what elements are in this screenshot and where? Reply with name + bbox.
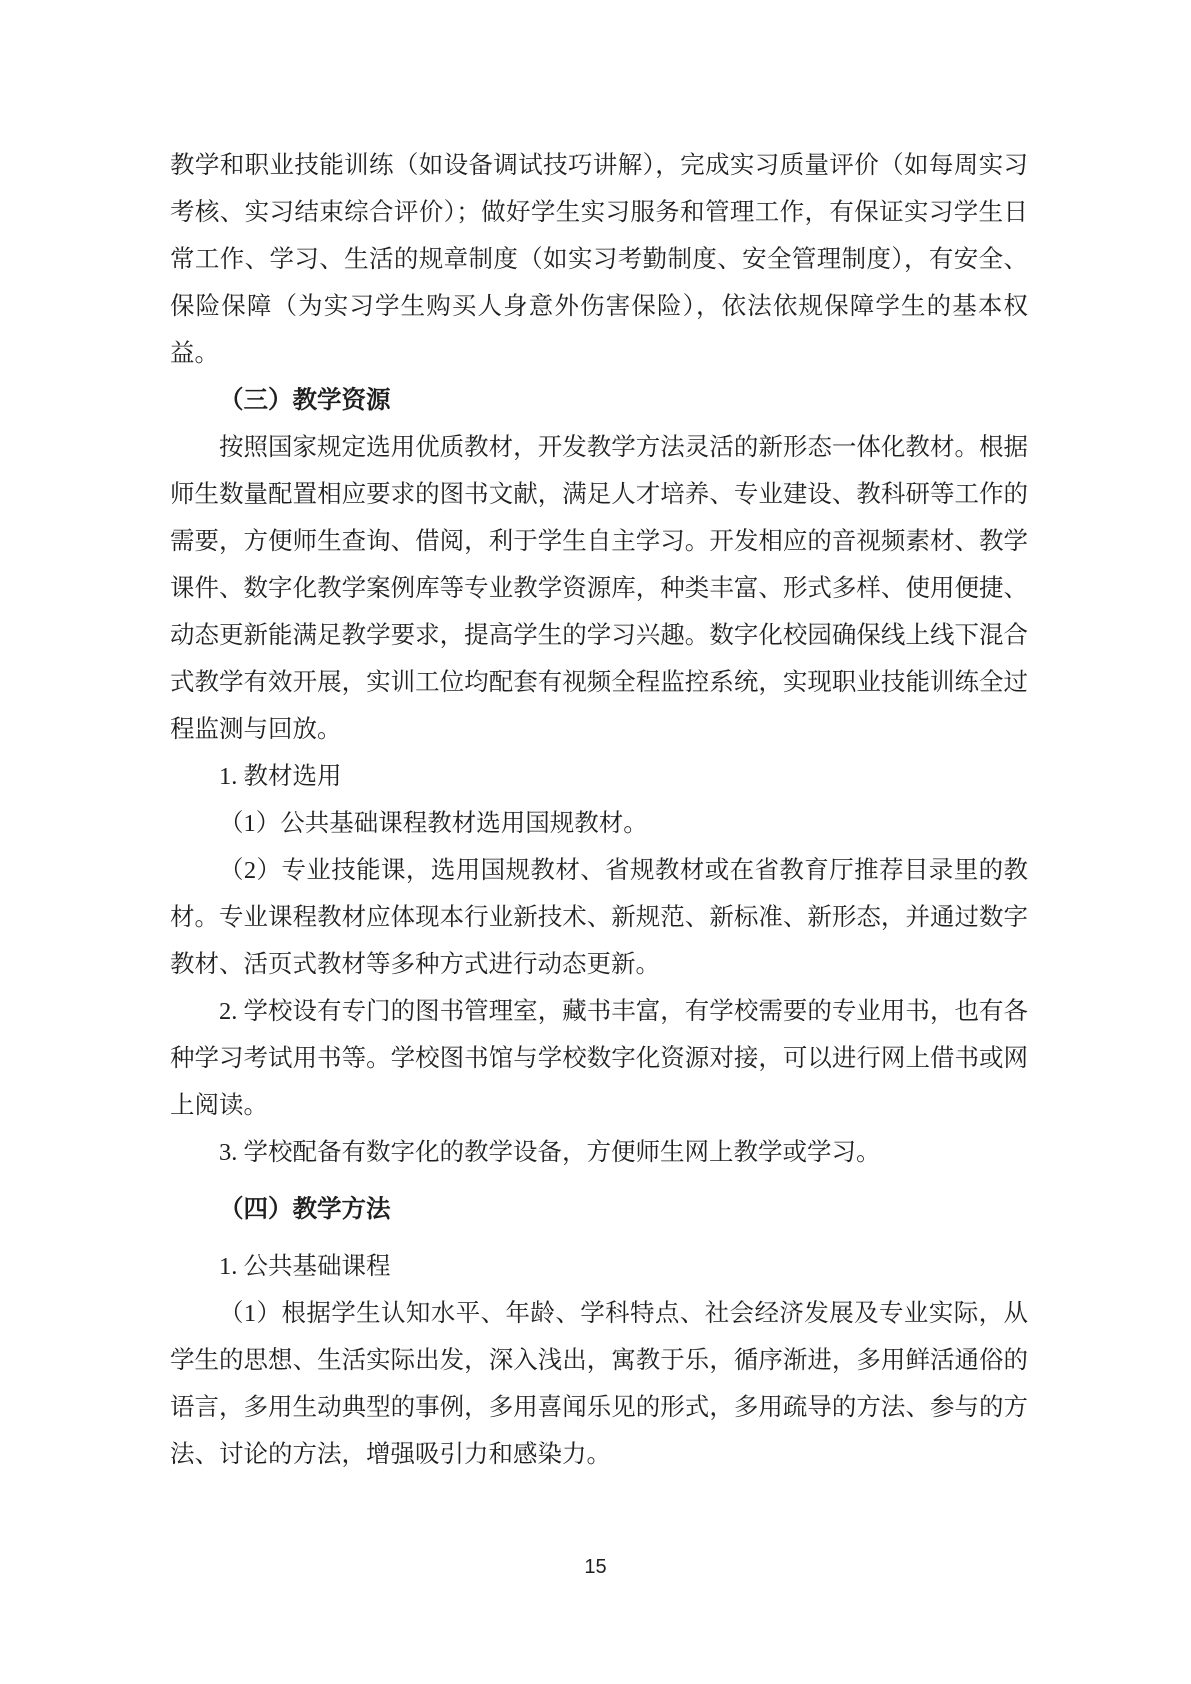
list-item-professional-skill-textbooks: （2）专业技能课，选用国规教材、省规教材或在省教育厅推荐目录里的教材。专业课程教材应体现本行业新技术、新规范、新标准、新形态，并通过数字教材、活页式教材等多种方式进行动态更新。 bbox=[170, 857, 1028, 978]
list-item-textbook-selection: 1. 教材选用 bbox=[219, 763, 342, 790]
list-item-digital-equipment: 3. 学校配备有数字化的教学设备，方便师生网上教学或学习。 bbox=[219, 1139, 881, 1166]
paragraph-internship-management: 教学和职业技能训练（如设备调试技巧讲解），完成实习质量评价（如每周实习考核、实习结束综合评价）；做好学生实习服务和管理工作，有保证实习学生日常工作、学习、生活的规章制度（如实习考勤制度、安全管理制度），有安全、保险保障（为实习学生购买人身意外伤害保险），依法依规保障学生的基本权益。 bbox=[170, 152, 1028, 367]
paragraph-teaching-methods-detail: （1）根据学生认知水平、年龄、学科特点、社会经济发展及专业实际，从学生的思想、生活实际出发，深入浅出，寓教于乐，循序渐进，多用鲜活通俗的语言，多用生动典型的事例，多用喜闻乐见的形式，多用疏导的方法、参与的方法、讨论的方法，增强吸引力和感染力。 bbox=[170, 1300, 1028, 1468]
page-footer bbox=[0, 1556, 1191, 1579]
list-item-public-basic-courses: 1. 公共基础课程 bbox=[219, 1253, 391, 1280]
section-heading-teaching-resources: （三）教学资源 bbox=[219, 387, 391, 414]
list-item-library: 2. 学校设有专门的图书管理室，藏书丰富，有学校需要的专业用书，也有各种学习考试用书等。学校图书馆与学校数字化资源对接，可以进行网上借书或网上阅读。 bbox=[170, 998, 1028, 1119]
section-heading-teaching-methods: （四）教学方法 bbox=[219, 1196, 391, 1223]
list-item-public-basic-textbooks: （1）公共基础课程教材选用国规教材。 bbox=[219, 810, 648, 837]
document-body bbox=[170, 142, 1028, 1478]
paragraph-teaching-resources-overview: 按照国家规定选用优质教材，开发教学方法灵活的新形态一体化教材。根据师生数量配置相应要求的图书文献，满足人才培养、专业建设、教科研等工作的需要，方便师生查询、借阅，利于学生自主学习。开发相应的音视频素材、教学课件、数字化教学案例库等专业教学资源库，种类丰富、形式多样、使用便捷、动态更新能满足教学要求，提高学生的学习兴趣。数字化校园确保线上线下混合式教学有效开展，实训工位均配套有视频全程监控系统，实现职业技能训练全过程监测与回放。 bbox=[170, 434, 1028, 743]
page-number: 15 bbox=[584, 1556, 607, 1578]
